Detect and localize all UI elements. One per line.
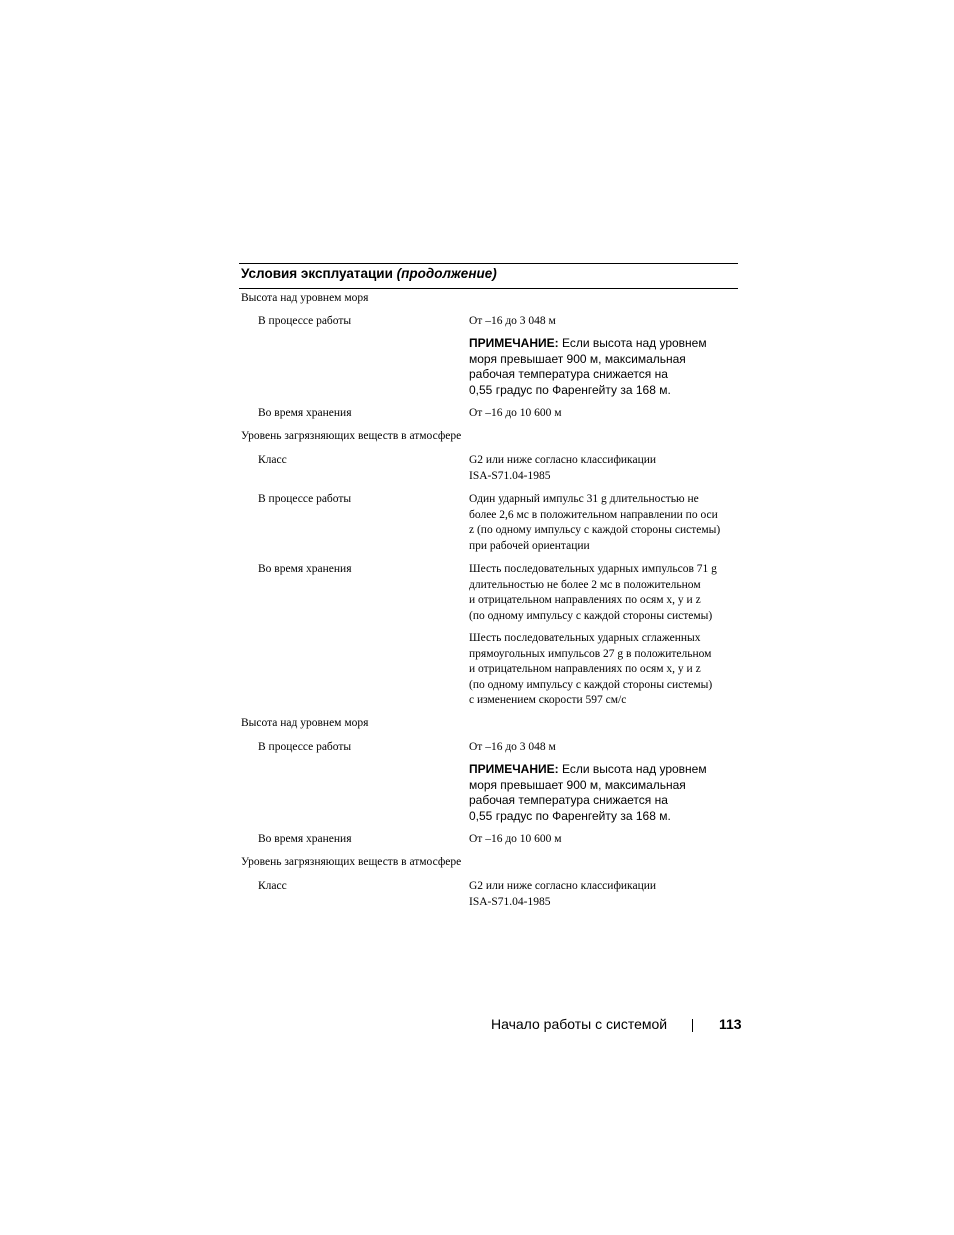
table-row-label: В процессе работы <box>258 741 352 753</box>
note-line: моря превышает 900 м, максимальная <box>469 351 686 366</box>
note-label: ПРИМЕЧАНИЕ: <box>469 336 559 350</box>
table-row-value <box>469 562 737 624</box>
value-line: с изменением скорости 597 см/с <box>469 694 627 707</box>
note-block <box>469 336 737 398</box>
value-line: Шесть последовательных ударных сглаженных <box>469 632 701 644</box>
table-row-label: Класс <box>258 880 287 892</box>
value-line: G2 или ниже согласно классификации <box>469 880 657 892</box>
value-line: (по одному импульсу с каждой стороны системы) <box>469 609 713 622</box>
value-line: более 2,6 мс в положительном направлении по оси <box>469 508 718 521</box>
page-number: 113 <box>719 1016 742 1032</box>
table-row-value <box>469 492 737 554</box>
table-row-label: Класс <box>258 454 287 466</box>
table-row-label: Во время хранения <box>258 833 352 845</box>
table-section-heading: Высота над уровнем моря <box>241 292 369 304</box>
value-line: Шесть последовательных ударных импульсов 71 g <box>469 563 717 575</box>
value-line: и отрицательном направлениях по осям x, y и z <box>469 594 701 607</box>
value-line: От –16 до 3 048 м <box>469 741 556 753</box>
value-line: От –16 до 10 600 м <box>469 833 562 845</box>
note-line: рабочая температура снижается на <box>469 793 668 808</box>
value-line: и отрицательном направлениях по осям x, y и z <box>469 663 701 676</box>
table-row-value <box>469 453 737 484</box>
note-line: 0,55 градус по Фаренгейту за 168 м. <box>469 808 671 823</box>
table-title-continued: (продолжение) <box>396 266 497 281</box>
table-section-heading: Уровень загрязняющих веществ в атмосфере <box>241 856 462 868</box>
note-line: моря превышает 900 м, максимальная <box>469 777 686 792</box>
note-line: Если высота над уровнем <box>558 336 707 350</box>
table-row-label: Во время хранения <box>258 407 352 419</box>
table-row-label: В процессе работы <box>258 493 352 505</box>
value-line: Один ударный импульс 31 g длительностью не <box>469 493 699 505</box>
value-line: z (по одному импульсу с каждой стороны системы) <box>469 524 721 537</box>
note-label: ПРИМЕЧАНИЕ: <box>469 762 559 776</box>
table-row-value <box>469 314 737 330</box>
table-row-label: В процессе работы <box>258 315 352 327</box>
table-row-value <box>469 832 737 848</box>
table-row-label: Во время хранения <box>258 563 352 575</box>
note-line: рабочая температура снижается на <box>469 367 668 382</box>
footer-chapter-title: Начало работы с системой <box>491 1016 668 1032</box>
table-row-value <box>469 740 737 756</box>
value-line: ISA-S71.04-1985 <box>469 895 551 908</box>
table-row-value <box>469 631 737 709</box>
value-line: длительностью не более 2 мс в положительном <box>469 578 701 591</box>
value-line: прямоугольных импульсов 27 g в положительном <box>469 647 712 660</box>
table-section-heading: Уровень загрязняющих веществ в атмосфере <box>241 430 462 442</box>
table-row-value <box>469 406 737 422</box>
value-line: G2 или ниже согласно классификации <box>469 454 657 466</box>
value-line: От –16 до 10 600 м <box>469 407 562 419</box>
table-header-rule <box>239 288 738 289</box>
note-block <box>469 762 737 824</box>
value-line: От –16 до 3 048 м <box>469 315 556 327</box>
note-line: Если высота над уровнем <box>558 762 707 776</box>
table-section-heading: Высота над уровнем моря <box>241 717 369 729</box>
value-line: при рабочей ориентации <box>469 539 590 552</box>
footer-separator <box>692 1019 693 1032</box>
note-line: 0,55 градус по Фаренгейту за 168 м. <box>469 382 671 397</box>
table-title <box>239 264 738 284</box>
value-line: (по одному импульсу с каждой стороны системы) <box>469 678 713 691</box>
value-line: ISA-S71.04-1985 <box>469 469 551 482</box>
table-row-value <box>469 879 737 910</box>
table-title-text: Условия эксплуатации <box>241 266 393 281</box>
